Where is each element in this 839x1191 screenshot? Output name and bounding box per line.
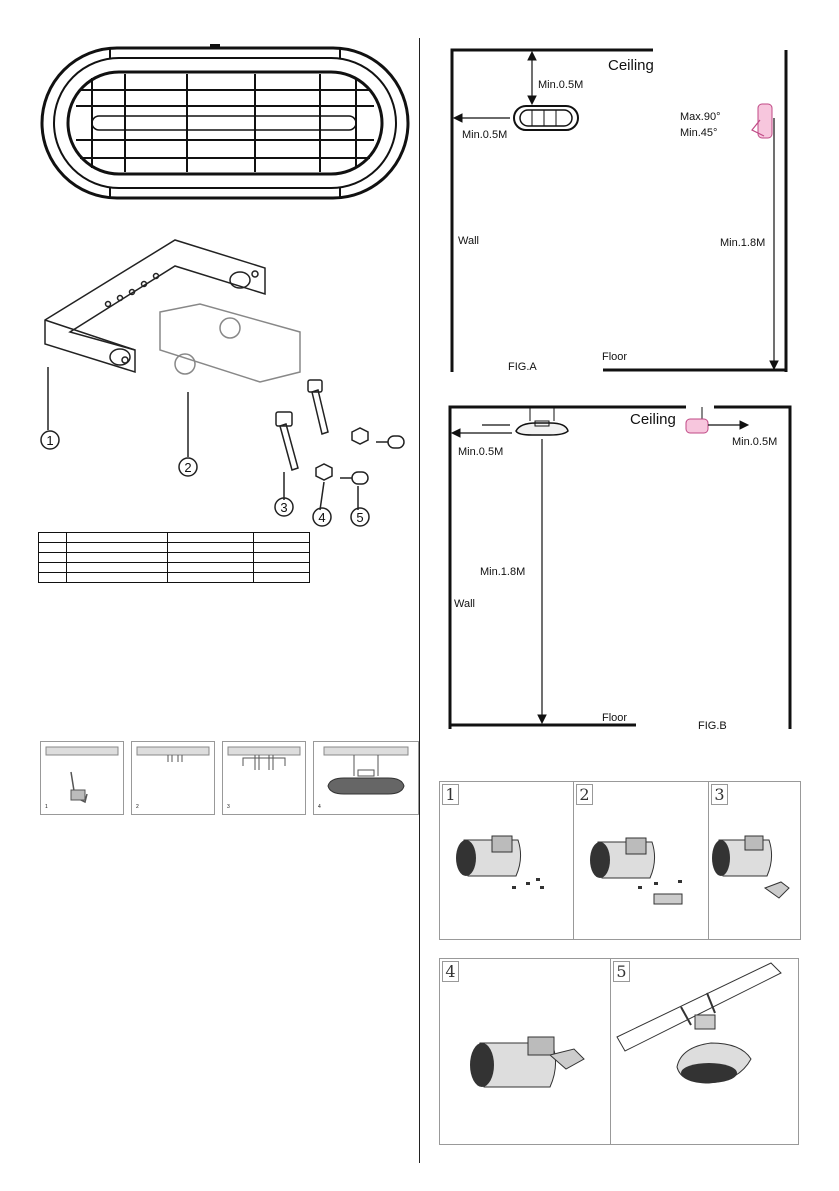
svg-text:Min.0.5M: Min.0.5M (538, 79, 584, 91)
svg-text:FIG.B: FIG.B (698, 720, 727, 732)
panel-number: 2 (576, 784, 593, 805)
mount-step-3 (222, 741, 306, 815)
svg-text:Ceiling: Ceiling (608, 57, 654, 74)
svg-text:Min.0.5M: Min.0.5M (458, 446, 504, 458)
svg-text:Ceiling: Ceiling (630, 411, 676, 428)
parts-table (38, 532, 310, 583)
svg-text:Min.0.5M: Min.0.5M (462, 129, 508, 141)
svg-text:Floor: Floor (602, 712, 628, 724)
panel-number: 5 (613, 961, 630, 982)
svg-text:Min.0.5M: Min.0.5M (732, 436, 778, 448)
svg-text:Min.1.8M: Min.1.8M (720, 237, 766, 249)
svg-text:4: 4 (318, 804, 321, 810)
bracket-exploded-view (40, 232, 410, 525)
install-panel-3 (708, 781, 801, 940)
svg-text:FIG.A: FIG.A (508, 361, 537, 373)
svg-text:Min.1.8M: Min.1.8M (480, 566, 526, 578)
svg-text:Min.45°: Min.45° (680, 127, 718, 139)
fig-b-diagram (446, 403, 794, 733)
install-panel-4 (439, 958, 612, 1145)
svg-text:2: 2 (136, 804, 139, 810)
svg-text:1: 1 (46, 433, 54, 448)
panel-number: 4 (442, 961, 459, 982)
svg-text:5: 5 (356, 510, 364, 525)
panel-number: 1 (442, 784, 459, 805)
install-panel-1 (439, 781, 575, 940)
mount-step-4 (313, 741, 419, 815)
svg-text:3: 3 (227, 804, 230, 810)
install-panel-5 (610, 958, 799, 1145)
svg-text:Floor: Floor (602, 351, 628, 363)
svg-text:Wall: Wall (454, 598, 475, 610)
svg-text:1: 1 (45, 804, 48, 810)
heater-front-view (40, 40, 410, 205)
mount-step-1 (40, 741, 124, 815)
column-divider (419, 38, 420, 1163)
svg-text:4: 4 (318, 510, 326, 525)
install-panel-2 (573, 781, 710, 940)
svg-text:3: 3 (280, 500, 288, 515)
fig-a-diagram (448, 44, 793, 374)
svg-text:Wall: Wall (458, 235, 479, 247)
svg-text:2: 2 (184, 460, 192, 475)
svg-text:Max.90°: Max.90° (680, 111, 721, 123)
panel-number: 3 (711, 784, 728, 805)
mount-step-2 (131, 741, 215, 815)
